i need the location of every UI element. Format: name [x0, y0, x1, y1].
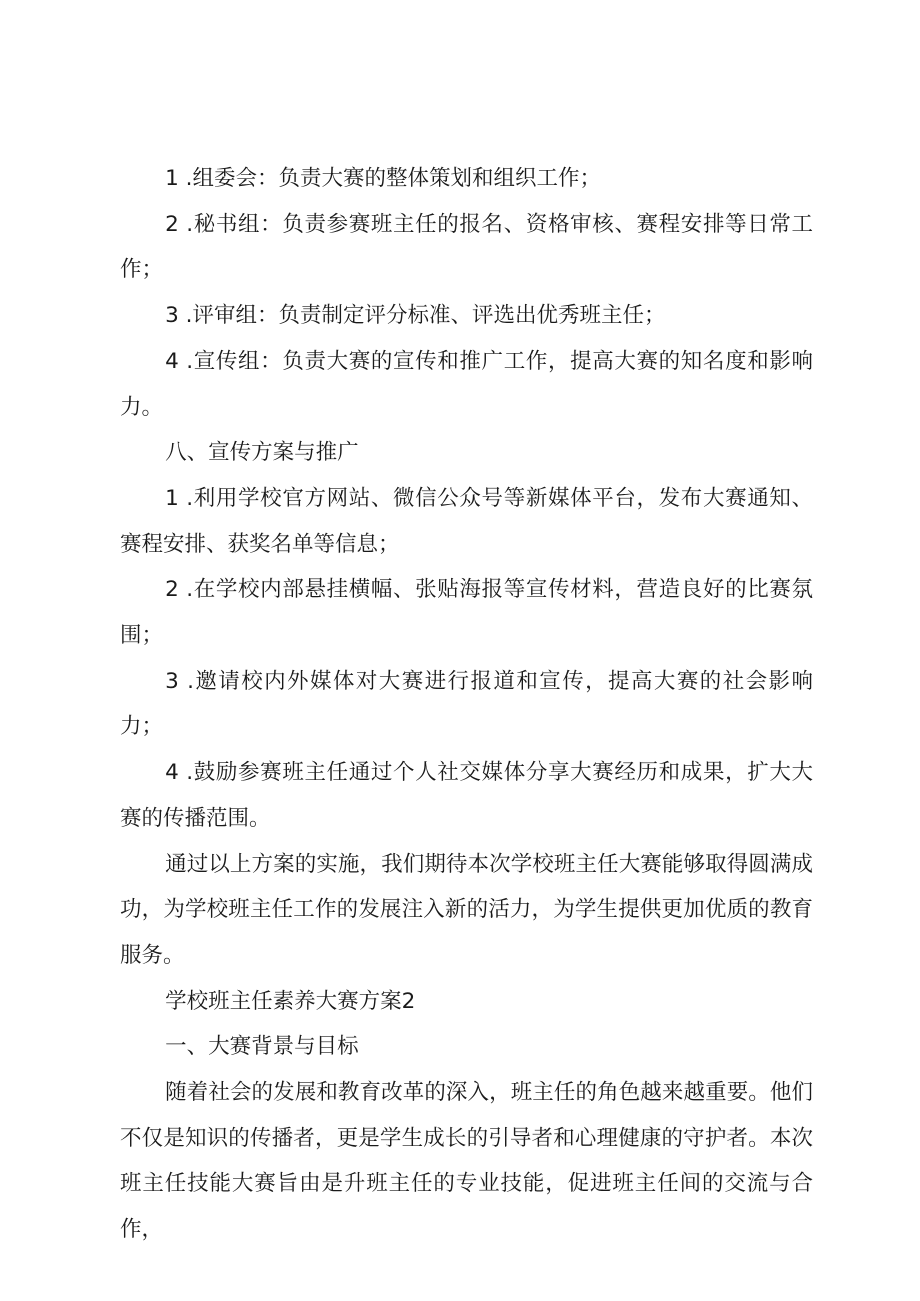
paragraph-publicity-group: 4 .宣传组：负责大赛的宣传和推广工作，提高大赛的知名度和影响力。: [120, 348, 813, 420]
document-body: [120, 156, 813, 1253]
paragraph-organizing-committee: 1 .组委会：负责大赛的整体策划和组织工作；: [165, 166, 601, 191]
paragraph-background: 随着社会的发展和教育改革的深入，班主任的角色越来越重要。他们不仅是知识的传播者，更是学生成长的引导者和心理健康的守护者。本次班主任技能大赛旨由是升班主任的专业技能，促进班主任间的交流与合作，: [120, 1080, 813, 1243]
paragraph-conclusion: 通过以上方案的实施，我们期待本次学校班主任大赛能够取得圆满成功，为学校班主任工作的发展注入新的活力，为学生提供更加优质的教育服务。: [120, 851, 813, 968]
paragraph-publicity-item-2: 2 .在学校内部悬挂横幅、张贴海报等宣传材料，营造良好的比赛氛围；: [120, 577, 813, 649]
paragraph-review-group: 3 .评审组：负责制定评分标准、评选出优秀班主任；: [165, 303, 666, 329]
section-heading-publicity-plan: 八、宣传方案与推广: [165, 440, 359, 466]
paragraph-publicity-item-3: 3 .邀请校内外媒体对大赛进行报道和宣传，提高大赛的社会影响力；: [120, 668, 813, 740]
paragraph-publicity-item-4: 4 .鼓励参赛班主任通过个人社交媒体分享大赛经历和成果，扩大大赛的传播范围。: [120, 760, 813, 831]
document-subtitle: 学校班主任素养大赛方案2: [165, 988, 416, 1014]
paragraph-secretariat: 2 .秘书组：负责参赛班主任的报名、资格审核、赛程安排等日常工作；: [120, 211, 813, 283]
section-heading-background: 一、大赛背景与目标: [165, 1034, 359, 1060]
paragraph-publicity-item-1: 1 .利用学校官方网站、微信公众号等新媒体平台，发布大赛通知、赛程安排、获奖名单等信息；: [120, 485, 813, 557]
